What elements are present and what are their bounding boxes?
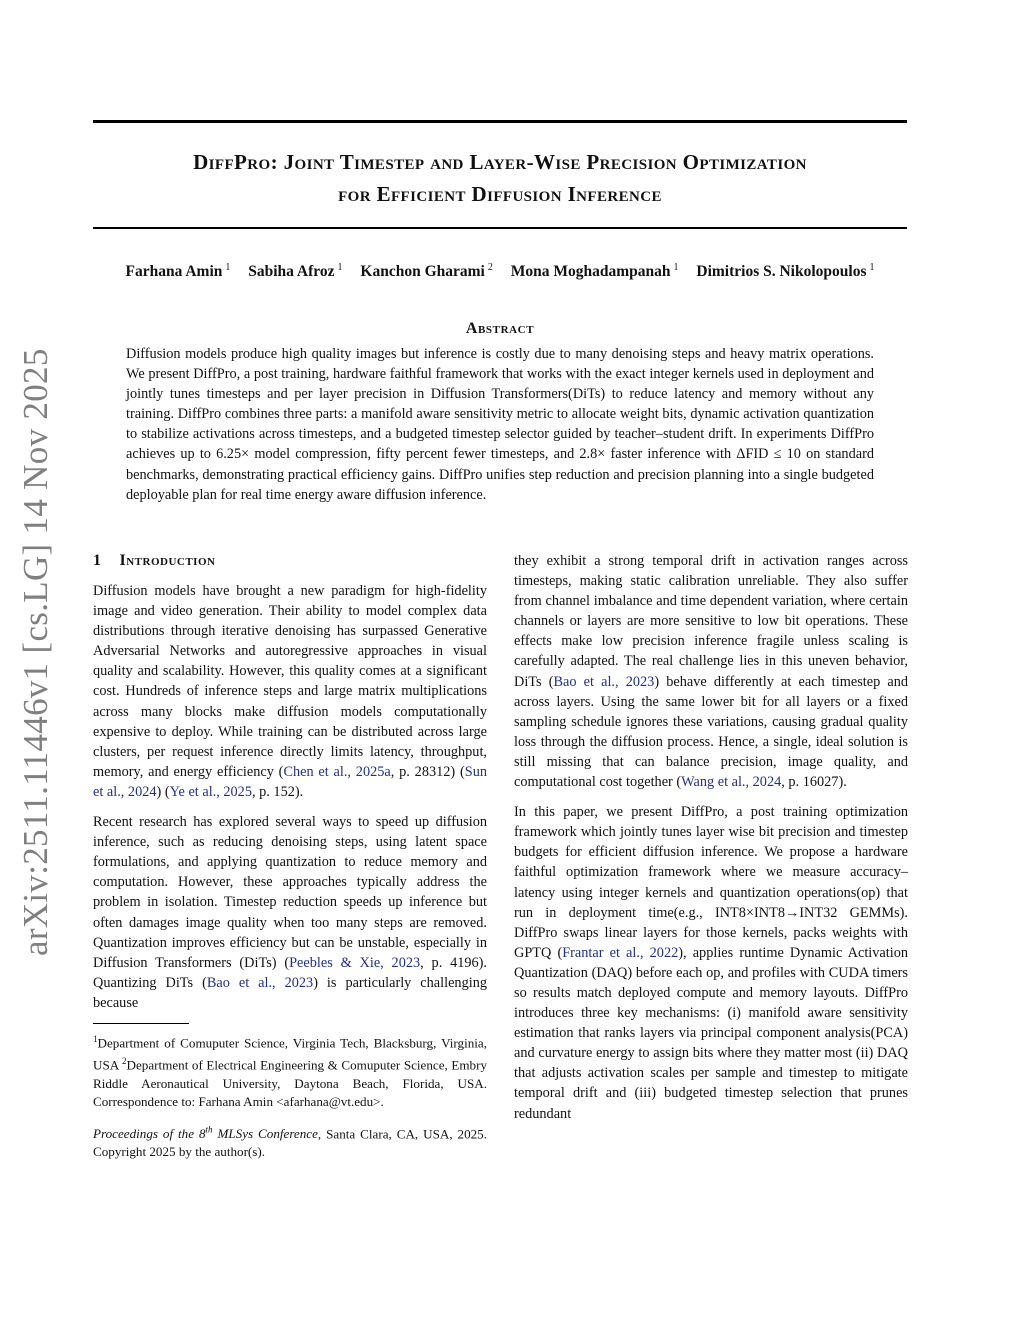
footnote-mark: 2	[122, 1056, 127, 1067]
paragraph	[514, 551, 908, 792]
proceedings-superscript: th	[205, 1124, 213, 1135]
footnote-text: Department of Comuputer Science, Virginia Tech, Blacksburg, Virginia, USA	[93, 1035, 487, 1073]
footnote-mark: 1	[93, 1033, 98, 1044]
arxiv-identifier: arXiv:2511.11446v1 [cs.LG] 14 Nov 2025	[16, 348, 55, 956]
footnote-rule	[93, 1023, 189, 1024]
paragraph	[93, 581, 487, 802]
author-affiliation: 2	[487, 262, 493, 273]
citation-link[interactable]: Bao et al., 2023	[553, 673, 655, 690]
paragraph-text: , p. 4196). Quantizing DiTs (	[93, 954, 488, 991]
paragraph-text: In this paper, we present DiffPro, a post training optimization framework which jointly tunes layer wise bit precision and timestep budgets for efficient diffusion inference. We propose a hardware faithful optimization framework where we measure accuracy–latency using integer kernels and quantization operations(op) that run in deployment time(e.g., INT8×INT8→INT32 GEMMs). DiffPro swaps linear layers for those kernels, packs weights with GPTQ (	[514, 804, 908, 961]
title-top-rule	[93, 120, 907, 123]
paragraph-text: ), applies runtime Dynamic Activation Quantization (DAQ) before each op, and profiles with CUDA timers so results match deployed compute and memory layouts. DiffPro introduces three key mechanisms: (i) manifold aware sensitivity estimation that ranks layers via principal component analysis(PCA) and curvature energy to assign bits where they matter most (ii) DAQ that adjusts activation scales per sample and timestep to mitigate temporal drift and (iii) budgeted timestep selection that prunes redundant	[514, 944, 908, 1122]
title-bottom-rule	[93, 227, 907, 229]
footnote	[93, 1030, 487, 1111]
left-column	[93, 550, 487, 1171]
citation-link[interactable]: Chen et al., 2025a	[283, 763, 391, 780]
citation-link[interactable]: Ye et al., 2025	[169, 783, 252, 800]
author	[511, 262, 679, 281]
author-name: Farhana Amin	[125, 263, 223, 281]
paragraph-text: , p. 152).	[251, 783, 304, 800]
author-list	[93, 262, 907, 281]
proceedings-note	[93, 1121, 487, 1161]
abstract-heading: Abstract	[465, 320, 535, 337]
paragraph-text: they exhibit a strong temporal drift in activation ranges across timesteps, making static calibration unreliable. They also suffer from channel imbalance and time dependent variation, where certain channels or layers are more sensitive to low bit operations. These effects make low precision inference fragile unless scaling is carefully adapted. The real challenge lies in this uneven behavior, DiTs (	[514, 553, 908, 690]
paragraph	[514, 802, 908, 1124]
proceedings-text: MLSys Conference	[212, 1126, 318, 1142]
abstract-text: Diffusion models produce high quality images but inference is costly due to many denoising steps and heavy matrix operations. We present DiffPro, a post training, hardware faithful framework that works with the exact integer kernels used in deployment and jointly tunes timesteps and per layer precision in Diffusion Transformers(DiTs) to reduce latency and memory without any training. DiffPro combines three parts: a manifold aware sensitivity metric to allocate weight bits, dynamic activation quantization to stabilize activations across timesteps, and a budgeted timestep selector guided by teacher–student drift. In experiments DiffPro achieves up to 6.25× model compression, fifty percent fewer timesteps, and 2.8× faster inference with ΔFID ≤ 10 on standard benchmarks, demonstrating practical efficiency gains. DiffPro unifies step reduction and precision planning into a single budgeted deployable plan for real time energy aware diffusion inference.	[126, 346, 874, 503]
citation-link[interactable]: Frantar et al., 2022	[562, 944, 679, 961]
author-affiliation: 1	[673, 262, 679, 273]
paragraph-text: , p. 16027).	[781, 774, 847, 791]
footnote-text: Department of Electrical Engineering & Comuputer Science, Embry Riddle Aeronautical University, Daytona Beach, Florida, USA. Correspondence to: Farhana Amin <afarhana@vt.edu>.	[93, 1057, 487, 1109]
section-heading	[93, 550, 487, 572]
author-name: Sabiha Afroz	[248, 263, 335, 281]
citation-link[interactable]: Sun et al., 2024	[93, 763, 487, 800]
author-name: Mona Moghadampanah	[510, 263, 671, 281]
citation-link[interactable]: Wang et al., 2024	[681, 774, 782, 791]
proceedings-text: , Santa Clara, CA, USA, 2025. Copyright 2025 by the author(s).	[93, 1126, 487, 1160]
author-affiliation: 1	[225, 262, 231, 273]
citation-link[interactable]: Bao et al., 2023	[206, 974, 314, 991]
author	[696, 262, 874, 281]
proceedings-text: Proceedings of the 8	[93, 1126, 206, 1142]
paragraph-text: ) is particularly challenging because	[93, 974, 488, 1011]
author-affiliation: 1	[337, 262, 343, 273]
paragraph-text: Recent research has explored several ways to speed up diffusion inference, such as reducing denoising steps, using latent space formulations, and applying quantization to reduce memory and computation. However, these approaches typically address the problem in isolation. Timestep reduction speeds up inference but often damages image quality when too many steps are removed. Quantization improves efficiency but can be unstable, especially in Diffusion Transformers (DiTs) (	[93, 814, 487, 971]
author	[248, 262, 342, 281]
paragraph-text: ) behave differently at each timestep and across layers. Using the same lower bit for all layers or a fixed sampling schedule ignores these variations, causing gradual quality loss through the diffusion process. Hence, a single, ideal solution is still missing that can balance precision, image quality, and computational cost together (	[514, 673, 909, 791]
paragraph-text: , p. 28312) (	[390, 763, 465, 780]
title-line-2: for Efficient Diffusion Inference	[338, 182, 662, 206]
author-name: Kanchon Gharami	[360, 263, 485, 281]
title-line-1: DiffPro: Joint Timestep and Layer-Wise Precision Optimization	[193, 150, 807, 174]
author	[360, 262, 492, 281]
author-affiliation: 1	[869, 262, 875, 273]
right-column	[514, 551, 908, 1134]
author-name: Dimitrios S. Nikolopoulos	[696, 263, 867, 281]
citation-link[interactable]: Peebles & Xie, 2023	[289, 954, 421, 971]
paper-title	[93, 146, 907, 210]
author	[125, 262, 230, 281]
section-title: Introduction	[119, 552, 216, 569]
paragraph	[93, 812, 487, 1013]
section-number: 1	[93, 552, 102, 569]
paragraph-text: Diffusion models have brought a new paradigm for high-fidelity image and video generation. Their ability to model complex data distributions through iterative denoising has surpassed Generative Adversarial Networks and autoregressive approaches in visual quality and scalability. However, this quality comes at a significant cost. Hundreds of inference steps and large matrix multiplications across many blocks make diffusion models computationally expensive to deploy. While training can be distributed across large clusters, per request inference directly limits latency, throughput, memory, and energy efficiency (	[93, 583, 487, 780]
paragraph-text: ) (	[156, 783, 170, 800]
